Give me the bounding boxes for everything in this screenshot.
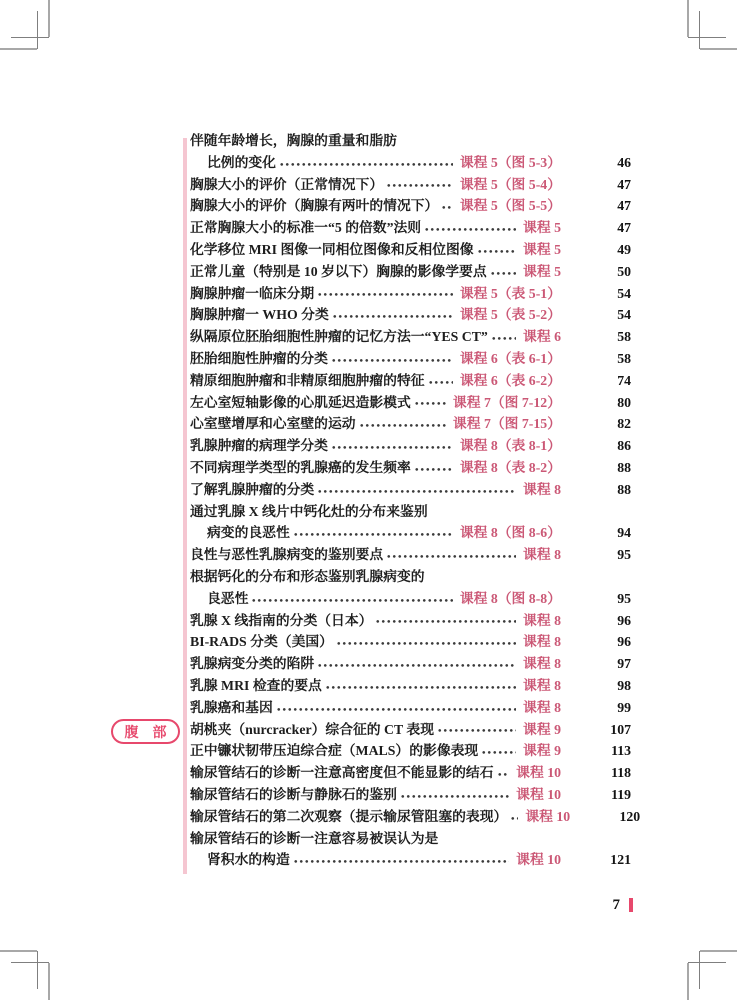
crop-mark-tl-horizontal — [0, 48, 37, 50]
crop-mark-tl-vertical-thin — [37, 11, 38, 49]
course-reference: 课程 8（图 8-6） — [459, 525, 561, 541]
toc-page-number: 107 — [610, 721, 631, 737]
toc-page-number: 97 — [617, 656, 631, 672]
course-reference: 课程 5（表 5-1） — [459, 285, 561, 301]
toc-entry-title: 肾积水的构造 — [207, 852, 290, 868]
toc-entry-title: 良性与恶性乳腺病变的鉴别要点 — [190, 547, 384, 563]
toc-entry-title: 伴随年龄增长，胸腺的重量和脂肪 — [190, 133, 397, 148]
toc-line — [190, 610, 631, 632]
dotted-leader — [441, 199, 452, 213]
course-reference: 课程 8 — [523, 612, 561, 628]
folio-accent-bar — [629, 898, 633, 912]
course-reference: 课程 10 — [516, 786, 561, 802]
toc-page-number: 94 — [617, 525, 631, 541]
course-reference: 课程 8 — [523, 699, 561, 715]
toc-line — [190, 435, 631, 457]
course-reference: 课程 9 — [523, 721, 561, 737]
toc-page-number: 49 — [617, 241, 631, 257]
toc-entry-title: 通过乳腺 X 线片中钙化灶的分布来鉴别 — [190, 503, 428, 519]
toc-line — [190, 261, 631, 283]
toc-line — [190, 501, 631, 523]
toc-entry-title: 乳腺 X 线指南的分类（日本） — [190, 612, 373, 628]
toc-entry-title: 胸腺大小的评价（正常情况下） — [190, 176, 384, 192]
toc-page-number: 58 — [617, 329, 631, 345]
course-reference: 课程 6 — [523, 329, 561, 345]
dotted-leader — [325, 679, 516, 693]
dotted-leader — [276, 701, 516, 715]
toc-page-number: 74 — [617, 372, 631, 388]
toc-line — [190, 283, 631, 305]
toc-line — [190, 784, 631, 806]
toc-entry-title: 胚胎细胞性肿瘤的分类 — [190, 350, 328, 366]
toc-page-number: 47 — [617, 198, 631, 214]
toc-page-number: 120 — [619, 808, 641, 824]
course-reference: 课程 8（表 8-2） — [459, 459, 561, 475]
dotted-leader — [317, 657, 516, 671]
course-reference: 课程 5（图 5-4） — [459, 176, 561, 192]
crop-mark-bl-vertical-thin — [37, 951, 38, 989]
folio-number: 7 — [612, 896, 620, 913]
toc-page-number: 88 — [617, 481, 631, 497]
course-reference: 课程 6（表 6-2） — [459, 372, 561, 388]
crop-mark-tr-vertical-thin — [699, 11, 700, 49]
toc-page-number: 121 — [610, 852, 631, 868]
toc-entry-title: 了解乳腺肿瘤的分类 — [190, 481, 315, 497]
crop-mark-br-horizontal-thin — [688, 962, 726, 963]
toc-entry-title: 根据钙化的分布和形态鉴别乳腺病变的 — [190, 568, 425, 584]
toc-page-number: 119 — [611, 786, 631, 802]
dotted-leader — [331, 352, 453, 366]
toc-entry-title: 正中镰状韧带压迫综合症（MALS）的影像表现 — [190, 743, 479, 759]
toc-line — [190, 174, 631, 196]
toc-line — [190, 675, 631, 697]
toc-entry-title: 心室壁增厚和心室壁的运动 — [190, 416, 356, 432]
toc-entry-title: 左心室短轴影像的心肌延迟造影模式 — [190, 394, 411, 410]
course-reference: 课程 9 — [523, 743, 561, 759]
crop-mark-tr-horizontal-thin — [688, 37, 726, 38]
crop-mark-bl-horizontal-thin — [11, 962, 49, 963]
toc-entry-title: 胸腺肿瘤一临床分期 — [190, 285, 315, 301]
toc-page-number: 99 — [617, 699, 631, 715]
toc-line — [190, 522, 631, 544]
crop-mark-bl-horizontal — [0, 950, 37, 952]
toc-entry-title: 精原细胞肿瘤和非精原细胞肿瘤的特征 — [190, 372, 425, 388]
toc-line — [190, 740, 631, 762]
course-reference: 课程 5 — [523, 263, 561, 279]
course-reference: 课程 8 — [523, 656, 561, 672]
dotted-leader — [437, 722, 516, 736]
course-reference: 课程 6（表 6-1） — [459, 350, 561, 366]
crop-mark-br-horizontal — [700, 950, 737, 952]
crop-mark-bl-vertical — [48, 963, 50, 1000]
toc-page-number: 50 — [617, 263, 631, 279]
toc-line — [190, 697, 631, 719]
toc-line — [190, 239, 631, 261]
dotted-leader — [414, 395, 446, 409]
toc-entry-title: 胸腺大小的评价（胸腺有两叶的情况下） — [190, 198, 439, 214]
dotted-leader — [477, 243, 516, 257]
crop-mark-tr-horizontal — [700, 48, 737, 50]
toc-entry-title: 化学移位 MRI 图像一同相位图像和反相位图像 — [190, 241, 474, 257]
course-reference: 课程 5 — [523, 241, 561, 257]
toc-page-number: 96 — [617, 612, 631, 628]
course-reference: 课程 8 — [523, 547, 561, 563]
section-label-abdomen — [111, 719, 180, 744]
course-reference: 课程 10 — [525, 808, 571, 824]
course-reference: 课程 7（图 7-12） — [452, 394, 561, 410]
course-reference: 课程 8（表 8-1） — [459, 438, 561, 454]
dotted-leader — [317, 286, 453, 300]
dotted-leader — [359, 417, 446, 431]
toc-line — [190, 588, 631, 610]
course-reference: 课程 5 — [523, 220, 561, 236]
toc-entry-title: BI-RADS 分类（美国） — [190, 634, 333, 650]
crop-mark-tl-horizontal-thin — [11, 37, 49, 38]
course-reference: 课程 5（图 5-5） — [459, 198, 561, 214]
toc-line — [190, 762, 631, 784]
toc-line — [190, 348, 631, 370]
toc-entry-title: 乳腺癌和基因 — [190, 699, 273, 715]
toc-line — [190, 828, 631, 850]
toc-entry-title: 不同病理学类型的乳腺癌的发生频率 — [190, 459, 411, 475]
toc-entry-title: 良恶性 — [207, 590, 249, 606]
course-reference: 课程 8 — [523, 481, 561, 497]
toc-line — [190, 152, 631, 174]
toc-line — [190, 304, 631, 326]
toc-line — [190, 544, 631, 566]
dotted-leader — [336, 635, 516, 649]
toc-entry-title: 乳腺病变分类的陷阱 — [190, 656, 315, 672]
dotted-leader — [279, 156, 453, 170]
toc-page-number: 95 — [617, 547, 631, 563]
toc-entry-title: 输尿管结石的诊断与静脉石的鉴别 — [190, 786, 397, 802]
toc-page-number: 80 — [617, 394, 631, 410]
crop-mark-br-vertical — [687, 963, 689, 1000]
dotted-leader — [293, 853, 509, 867]
toc-line — [190, 130, 631, 152]
crop-mark-tl-vertical — [48, 0, 50, 37]
toc-list — [190, 130, 641, 871]
toc-page-number: 95 — [617, 590, 631, 606]
dotted-leader — [332, 308, 453, 322]
dotted-leader — [510, 810, 518, 824]
toc-line — [190, 457, 631, 479]
dotted-leader — [428, 374, 453, 388]
toc-line — [190, 217, 631, 239]
toc-line — [190, 479, 631, 501]
toc-page-number: 82 — [617, 416, 631, 432]
toc-line — [190, 326, 631, 348]
crop-mark-br-vertical-thin — [699, 951, 700, 989]
course-reference: 课程 8 — [523, 634, 561, 650]
course-reference: 课程 10 — [516, 765, 561, 781]
toc-line — [190, 370, 631, 392]
toc-line — [190, 392, 631, 414]
toc-page-number: 98 — [617, 677, 631, 693]
toc-entry-title: 输尿管结石的诊断一注意高密度但不能显影的结石 — [190, 765, 494, 781]
course-reference: 课程 8 — [523, 677, 561, 693]
toc-entry-title: 纵隔原位胚胎细胞性肿瘤的记忆方法一“YES CT” — [190, 329, 488, 345]
section-label-text: 腹 部 — [124, 725, 167, 741]
toc-entry-title: 乳腺肿瘤的病理学分类 — [190, 438, 328, 454]
course-reference: 课程 8（图 8-8） — [459, 590, 561, 606]
toc-line — [190, 566, 631, 588]
dotted-leader — [414, 461, 453, 475]
toc-line — [190, 653, 631, 675]
dotted-leader — [481, 744, 516, 758]
dotted-leader — [386, 177, 453, 191]
toc-entry-title: 正常儿童（特别是 10 岁以下）胸腺的影像学要点 — [190, 263, 487, 279]
dotted-leader — [491, 330, 516, 344]
toc-page-number: 54 — [617, 307, 631, 323]
toc-line — [190, 631, 631, 653]
course-reference: 课程 5（表 5-2） — [459, 307, 561, 323]
dotted-leader — [293, 526, 453, 540]
toc-entry-title: 正常胸腺大小的标准一“5 的倍数”法则 — [190, 220, 422, 236]
toc-entry-title: 胸腺肿瘤一 WHO 分类 — [190, 307, 329, 323]
dotted-leader — [490, 265, 516, 279]
toc-page-number: 113 — [611, 743, 631, 759]
dotted-leader — [331, 439, 453, 453]
toc-entry-title: 胡桃夹（nurcracker）综合征的 CT 表现 — [190, 721, 434, 737]
toc-line — [190, 849, 631, 871]
crop-mark-tr-vertical — [687, 0, 689, 37]
dotted-leader — [497, 766, 510, 780]
toc-entry-title: 病变的良恶性 — [207, 525, 290, 541]
toc-page-number: 88 — [617, 459, 631, 475]
toc-entry-title: 乳腺 MRI 检查的要点 — [190, 677, 322, 693]
dotted-leader — [386, 548, 516, 562]
toc-page-number: 118 — [611, 765, 631, 781]
dotted-leader — [251, 592, 452, 606]
toc-page-number: 46 — [617, 154, 631, 170]
dotted-leader — [400, 788, 509, 802]
toc-entry-title: 输尿管结石的第二次观察（提示输尿管阻塞的表现） — [190, 808, 508, 824]
toc-line — [190, 719, 631, 741]
page-footer — [0, 896, 633, 914]
toc-line — [190, 195, 631, 217]
dotted-leader — [375, 613, 516, 627]
toc-page-number: 54 — [617, 285, 631, 301]
dotted-leader — [317, 483, 516, 497]
toc-page-number: 47 — [617, 176, 631, 192]
dotted-leader — [424, 221, 516, 235]
toc-page-number: 58 — [617, 350, 631, 366]
toc-line — [190, 806, 641, 828]
toc-page-number: 96 — [617, 634, 631, 650]
toc-left-rule — [183, 138, 187, 874]
toc-page-number: 47 — [617, 220, 631, 236]
toc-line — [190, 413, 631, 435]
course-reference: 课程 10 — [516, 852, 561, 868]
course-reference: 课程 5（图 5-3） — [459, 154, 561, 170]
toc-entry-title: 比例的变化 — [207, 154, 276, 170]
toc-page-number: 86 — [617, 438, 631, 454]
course-reference: 课程 7（图 7-15） — [452, 416, 561, 432]
toc-entry-title: 输尿管结石的诊断一注意容易被误认为是 — [190, 830, 439, 846]
